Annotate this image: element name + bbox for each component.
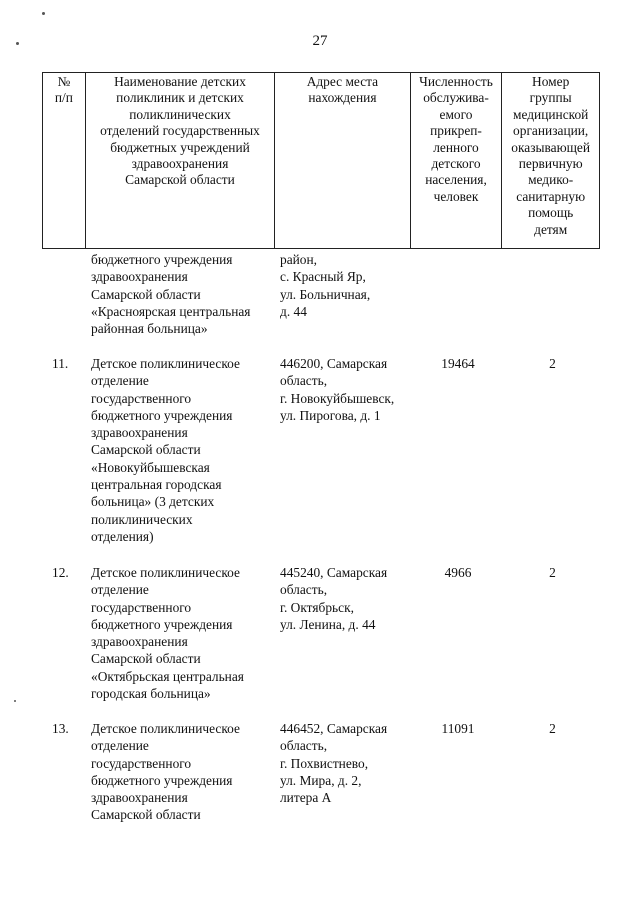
row-address: 446452, Самарская область, г. Похвистнево, ул. Мира, д. 2, литера А — [280, 721, 388, 806]
row-address: 446200, Самарская область, г. Новокуйбышевск, ул. Пирогова, д. 1 — [280, 356, 395, 423]
page-number: 27 — [312, 33, 328, 49]
continuation-address: район, с. Красный Яр, ул. Больничная, д. 44 — [280, 252, 371, 319]
row-population: 4966 — [444, 565, 472, 580]
row-number: 11. — [52, 356, 69, 371]
row-group: 2 — [549, 565, 556, 580]
header-group: Номер группы медицинской организации, оказывающей первичную медико- санитарную помощь детям — [511, 74, 591, 237]
header-population: Численность обслужива- емого прикреп- ленного детского населения, человек — [411, 73, 503, 248]
header-number: № п/п — [43, 73, 86, 248]
row-population: 11091 — [441, 721, 475, 736]
header-address: Адрес места нахождения — [275, 73, 411, 248]
header-name: Наименование детских поликлиник и детских поликлинических отделений государственных бюджетных учреждений здравоохранения Самарской области — [86, 73, 275, 248]
row-address: 445240, Самарская область, г. Октябрьск, ул. Ленина, д. 44 — [280, 565, 388, 632]
continuation-name: бюджетного учреждения здравоохранения Самарской области «Красноярская центральная районная больница» — [91, 252, 251, 337]
row-name: Детское поликлиническое отделение государственного бюджетного учреждения здравоохранения Самарской области «Октябрьская центральная городская больница» — [91, 565, 244, 702]
row-number: 12. — [52, 565, 69, 580]
row-group: 2 — [549, 356, 556, 371]
row-population: 19464 — [441, 356, 475, 371]
scan-speck — [14, 700, 16, 702]
scan-speck — [42, 12, 45, 15]
row-number: 13. — [52, 721, 69, 736]
row-group: 2 — [549, 721, 556, 736]
row-name: Детское поликлиническое отделение государственного бюджетного учреждения здравоохранения Самарской области — [91, 721, 240, 823]
row-name: Детское поликлиническое отделение государственного бюджетного учреждения здравоохранения Самарской области «Новокуйбышевская центральная городская больница» (3 детских поликлинических отделения) — [91, 356, 240, 544]
table-header — [42, 72, 600, 249]
